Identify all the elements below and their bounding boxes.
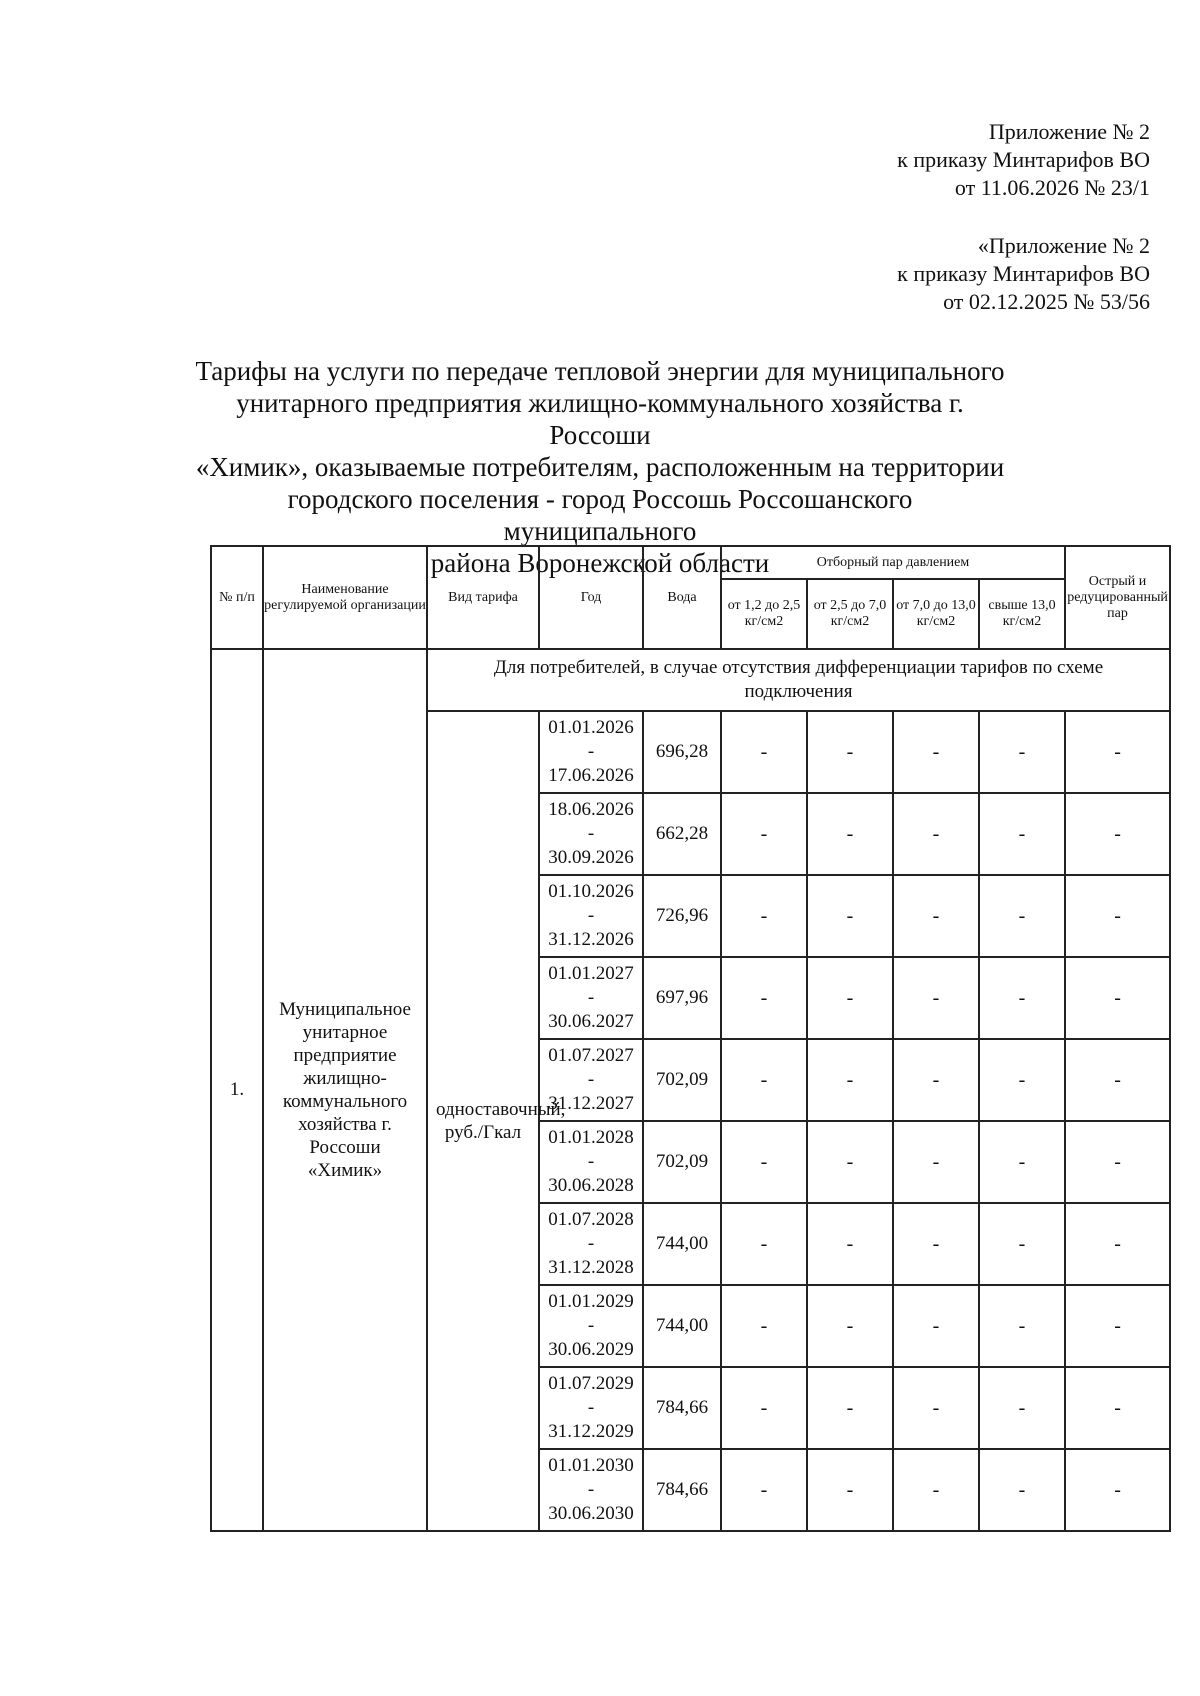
period-from: 01.01.2029	[548, 1291, 634, 1312]
steam-p2-value: -	[807, 793, 893, 875]
steam-p3-value: -	[893, 875, 979, 957]
steam-p3-value: -	[893, 793, 979, 875]
appendix-order-ref-previous: к приказу Минтарифов ВО	[897, 261, 1150, 286]
title-line: Тарифы на услуги по передаче тепловой энергии для муниципального	[195, 356, 1005, 386]
header-pressure-4: свыше 13,0 кг/см2	[979, 579, 1065, 649]
water-tariff-value: 697,96	[643, 957, 721, 1039]
period-from: 01.01.2028	[548, 1127, 634, 1148]
steam-p4-value: -	[979, 1285, 1065, 1367]
period-to: 30.06.2027	[548, 1011, 634, 1032]
period-to: 30.09.2026	[548, 847, 634, 868]
steam-p3-value: -	[893, 1039, 979, 1121]
appendix-header-current	[897, 118, 1150, 202]
steam-p3-value: -	[893, 711, 979, 793]
title-line: городского поселения - город Россошь Россошанского муниципального	[287, 484, 913, 546]
period-cell	[539, 711, 643, 793]
steam-sharp-value: -	[1065, 793, 1170, 875]
period-to: 30.06.2029	[548, 1339, 634, 1360]
organization-name: Муниципальное унитарное предприятие жилищно-коммунального хозяйства г. Россоши «Химик»	[263, 649, 427, 1531]
steam-p1-value: -	[721, 1449, 807, 1531]
appendix-number-previous: «Приложение № 2	[977, 233, 1150, 258]
steam-p2-value: -	[807, 1039, 893, 1121]
consumer-subheader: Для потребителей, в случае отсутствия дифференциации тарифов по схеме подключения	[427, 649, 1170, 711]
header-org: Наименование регулируемой организации	[263, 546, 427, 649]
header-tariff-kind: Вид тарифа	[427, 546, 539, 649]
title-line: унитарного предприятия жилищно-коммунального хозяйства г. Россоши	[236, 388, 964, 450]
steam-p4-value: -	[979, 875, 1065, 957]
steam-p1-value: -	[721, 957, 807, 1039]
steam-p2-value: -	[807, 1285, 893, 1367]
steam-p1-value: -	[721, 1203, 807, 1285]
steam-sharp-value: -	[1065, 1121, 1170, 1203]
period-from: 01.01.2030	[548, 1455, 634, 1476]
steam-p4-value: -	[979, 1039, 1065, 1121]
appendix-number: Приложение № 2	[988, 119, 1150, 144]
steam-p3-value: -	[893, 1367, 979, 1449]
steam-p2-value: -	[807, 957, 893, 1039]
period-sep: -	[587, 1315, 595, 1336]
period-from: 01.10.2026	[548, 881, 634, 902]
period-cell	[539, 957, 643, 1039]
steam-p3-value: -	[893, 1121, 979, 1203]
steam-p1-value: -	[721, 875, 807, 957]
period-to: 17.06.2026	[548, 765, 634, 786]
tariff-kind: одноставочный, руб./Гкал	[427, 711, 539, 1531]
steam-p1-value: -	[721, 1367, 807, 1449]
header-steam-group: Отборный пар давлением	[721, 546, 1065, 579]
appendix-order-ref: к приказу Минтарифов ВО	[897, 147, 1150, 172]
steam-sharp-value: -	[1065, 1039, 1170, 1121]
steam-p4-value: -	[979, 957, 1065, 1039]
tariff-table	[210, 545, 1171, 1532]
period-sep: -	[587, 1233, 595, 1254]
period-cell	[539, 1285, 643, 1367]
steam-p2-value: -	[807, 711, 893, 793]
steam-sharp-value: -	[1065, 1367, 1170, 1449]
period-to: 30.06.2028	[548, 1175, 634, 1196]
steam-p4-value: -	[979, 1121, 1065, 1203]
steam-p2-value: -	[807, 875, 893, 957]
header-sharp-steam: Острый и редуцированный пар	[1065, 546, 1170, 649]
steam-p1-value: -	[721, 1121, 807, 1203]
steam-p4-value: -	[979, 1449, 1065, 1531]
water-tariff-value: 696,28	[643, 711, 721, 793]
period-from: 01.07.2027	[548, 1045, 634, 1066]
title-line: «Химик», оказываемые потребителям, расположенным на территории	[195, 452, 1005, 482]
water-tariff-value: 702,09	[643, 1121, 721, 1203]
steam-p4-value: -	[979, 711, 1065, 793]
period-cell	[539, 875, 643, 957]
period-cell	[539, 1449, 643, 1531]
period-cell	[539, 1367, 643, 1449]
period-from: 01.01.2027	[548, 963, 634, 984]
period-from: 18.06.2026	[548, 799, 634, 820]
period-from: 01.07.2028	[548, 1209, 634, 1230]
period-to: 31.12.2026	[548, 929, 634, 950]
appendix-order-date-previous: от 02.12.2025 № 53/56	[943, 289, 1150, 314]
header-water: Вода	[643, 546, 721, 649]
period-from: 01.07.2029	[548, 1373, 634, 1394]
steam-p3-value: -	[893, 1449, 979, 1531]
steam-p2-value: -	[807, 1203, 893, 1285]
appendix-header-previous	[897, 232, 1150, 316]
period-sep: -	[587, 741, 595, 762]
steam-p3-value: -	[893, 1285, 979, 1367]
steam-p3-value: -	[893, 1203, 979, 1285]
steam-p2-value: -	[807, 1367, 893, 1449]
water-tariff-value: 744,00	[643, 1285, 721, 1367]
row-number: 1.	[211, 649, 263, 1531]
header-pressure-3: от 7,0 до 13,0 кг/см2	[893, 579, 979, 649]
period-to: 30.06.2030	[548, 1503, 634, 1524]
period-sep: -	[587, 823, 595, 844]
header-pressure-1: от 1,2 до 2,5 кг/см2	[721, 579, 807, 649]
steam-sharp-value: -	[1065, 711, 1170, 793]
water-tariff-value: 784,66	[643, 1449, 721, 1531]
period-to: 31.12.2029	[548, 1421, 634, 1442]
period-to: 31.12.2028	[548, 1257, 634, 1278]
period-sep: -	[587, 987, 595, 1008]
steam-sharp-value: -	[1065, 957, 1170, 1039]
steam-p2-value: -	[807, 1121, 893, 1203]
water-tariff-value: 702,09	[643, 1039, 721, 1121]
period-sep: -	[587, 1151, 595, 1172]
steam-sharp-value: -	[1065, 1449, 1170, 1531]
steam-p3-value: -	[893, 957, 979, 1039]
period-cell	[539, 793, 643, 875]
period-from: 01.01.2026	[548, 717, 634, 738]
period-sep: -	[587, 1397, 595, 1418]
steam-p1-value: -	[721, 793, 807, 875]
steam-sharp-value: -	[1065, 1203, 1170, 1285]
water-tariff-value: 784,66	[643, 1367, 721, 1449]
header-num: № п/п	[211, 546, 263, 649]
water-tariff-value: 662,28	[643, 793, 721, 875]
steam-p4-value: -	[979, 793, 1065, 875]
period-sep: -	[587, 905, 595, 926]
water-tariff-value: 744,00	[643, 1203, 721, 1285]
water-tariff-value: 726,96	[643, 875, 721, 957]
steam-sharp-value: -	[1065, 1285, 1170, 1367]
steam-p2-value: -	[807, 1449, 893, 1531]
steam-p4-value: -	[979, 1203, 1065, 1285]
title-line: района Воронежской области	[430, 548, 770, 578]
steam-p4-value: -	[979, 1367, 1065, 1449]
period-sep: -	[587, 1069, 595, 1090]
period-cell	[539, 1203, 643, 1285]
header-pressure-2: от 2,5 до 7,0 кг/см2	[807, 579, 893, 649]
header-year: Год	[539, 546, 643, 649]
steam-p1-value: -	[721, 1039, 807, 1121]
period-to: 31.12.2027	[548, 1093, 634, 1114]
period-cell	[539, 1039, 643, 1121]
appendix-order-date: от 11.06.2026 № 23/1	[954, 175, 1150, 200]
period-cell	[539, 1121, 643, 1203]
steam-sharp-value: -	[1065, 875, 1170, 957]
steam-p1-value: -	[721, 1285, 807, 1367]
steam-p1-value: -	[721, 711, 807, 793]
period-sep: -	[587, 1479, 595, 1500]
